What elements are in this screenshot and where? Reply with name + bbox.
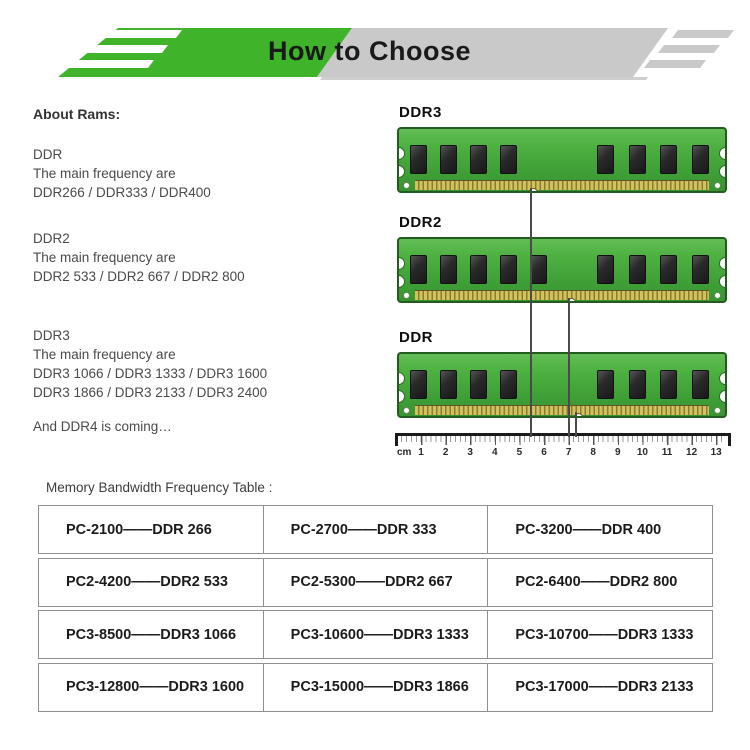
- edge-cutout: [719, 257, 727, 270]
- memory-chip: [410, 145, 427, 174]
- ruler-label: 12: [686, 447, 698, 458]
- memory-chip: [470, 370, 487, 399]
- table-cell: PC-2100——DDR 266: [38, 505, 264, 554]
- ram-stick-image: [397, 127, 727, 193]
- mount-hole: [714, 407, 721, 414]
- mount-hole: [403, 407, 410, 414]
- edge-cutout: [719, 147, 727, 160]
- ram-module-ddr2: [397, 214, 727, 303]
- notch-line-ddr3: [530, 188, 532, 437]
- memory-chip: [597, 370, 614, 399]
- how-to-choose-banner: [0, 28, 750, 80]
- ruler-label: 13: [710, 447, 722, 458]
- ruler-label: 10: [636, 447, 648, 458]
- ruler-label: 2: [442, 447, 449, 458]
- table-cell: PC2-5300——DDR2 667: [264, 558, 489, 607]
- banner-title: How to Choose: [268, 36, 471, 66]
- table-heading: Memory Bandwidth Frequency Table :: [46, 480, 273, 495]
- ruler-label: 5: [516, 447, 523, 458]
- mount-hole: [403, 182, 410, 189]
- memory-chip: [597, 145, 614, 174]
- memory-chip: [660, 255, 677, 284]
- ram-spec-paragraph: DDR3 The main frequency are DDR3 1066 / DDR3 1333 / DDR3 1600 DDR3 1866 / DDR3 2133 / DDR3 2400: [33, 328, 268, 400]
- memory-chip: [597, 255, 614, 284]
- gold-pins-strip: [415, 405, 709, 415]
- memory-chip: [500, 145, 517, 174]
- ram-spec-paragraph: DDR2 The main frequency are DDR2 533 / DDR2 667 / DDR2 800: [33, 231, 245, 284]
- ruler-label: 3: [467, 447, 473, 458]
- mount-hole: [714, 292, 721, 299]
- module-label-ddr: DDR: [399, 329, 433, 346]
- ram-stick-image: [397, 237, 727, 303]
- memory-chip: [470, 145, 487, 174]
- about-rams-section: [33, 105, 383, 436]
- memory-chip: [629, 370, 646, 399]
- ruler-label: 4: [492, 447, 498, 458]
- notch-line-ddr: [575, 412, 577, 437]
- ruler-label: cm: [397, 447, 412, 458]
- mount-hole: [714, 182, 721, 189]
- table-cell: PC-3200——DDR 400: [488, 505, 713, 554]
- table-cell: PC3-8500——DDR3 1066: [38, 610, 264, 659]
- ram-module-ddr3: [397, 104, 727, 193]
- ruler-label: 1: [418, 447, 424, 458]
- memory-chip: [500, 370, 517, 399]
- ruler-labels: [395, 447, 731, 461]
- memory-chip: [440, 255, 457, 284]
- ruler-end-cap: [728, 433, 731, 446]
- memory-chip: [440, 370, 457, 399]
- table-row: [38, 505, 713, 554]
- edge-cutout: [719, 372, 727, 385]
- gold-pins-strip: [415, 290, 709, 300]
- memory-chip: [629, 145, 646, 174]
- memory-chip: [410, 370, 427, 399]
- module-label-ddr3: DDR3: [399, 104, 442, 121]
- module-label-ddr2: DDR2: [399, 214, 442, 231]
- memory-chip: [660, 145, 677, 174]
- ruler-end-cap: [395, 433, 398, 446]
- notch-line-ddr2: [568, 298, 570, 437]
- ram-module-ddr: [397, 329, 727, 418]
- ram-stick-image: [397, 352, 727, 418]
- ruler-label: 7: [565, 447, 572, 458]
- table-cell: PC-2700——DDR 333: [264, 505, 489, 554]
- ruler-label: 9: [615, 447, 621, 458]
- memory-chip: [692, 145, 709, 174]
- cm-ruler: [395, 433, 731, 463]
- edge-cutout: [397, 147, 405, 160]
- table-cell: PC3-12800——DDR3 1600: [38, 663, 264, 712]
- memory-chip: [660, 370, 677, 399]
- table-cell: PC3-10700——DDR3 1333: [488, 610, 713, 659]
- table-cell: PC3-15000——DDR3 1866: [264, 663, 489, 712]
- memory-chip: [410, 255, 427, 284]
- edge-cutout: [397, 165, 405, 178]
- about-rams-heading: About Rams:: [33, 106, 121, 122]
- about-rams-body: [33, 145, 383, 402]
- table-row: [38, 610, 713, 659]
- memory-chip: [500, 255, 517, 284]
- edge-cutout: [719, 275, 727, 288]
- table-cell: PC3-10600——DDR3 1333: [264, 610, 489, 659]
- edge-cutout: [397, 390, 405, 403]
- memory-chip: [470, 255, 487, 284]
- memory-chip: [440, 145, 457, 174]
- edge-cutout: [397, 372, 405, 385]
- ram-spec-paragraph: DDR The main frequency are DDR266 / DDR333 / DDR400: [33, 147, 211, 200]
- memory-chip: [692, 255, 709, 284]
- memory-chip: [530, 255, 547, 284]
- ruler-label: 6: [541, 447, 547, 458]
- table-cell: PC3-17000——DDR3 2133: [488, 663, 713, 712]
- table-row: [38, 558, 713, 607]
- ruler-label: 11: [661, 447, 673, 458]
- table-cell: PC2-6400——DDR2 800: [488, 558, 713, 607]
- ddr4-footnote: And DDR4 is coming…: [33, 419, 172, 434]
- table-cell: PC2-4200——DDR2 533: [38, 558, 264, 607]
- edge-cutout: [719, 165, 727, 178]
- ruler-major-ticks: [421, 436, 719, 445]
- memory-chip: [692, 370, 709, 399]
- table-row: [38, 663, 713, 712]
- frequency-table: [38, 505, 713, 712]
- edge-cutout: [397, 275, 405, 288]
- ruler-label: 8: [590, 447, 596, 458]
- mount-hole: [403, 292, 410, 299]
- edge-cutout: [397, 257, 405, 270]
- gold-pins-strip: [415, 180, 709, 190]
- memory-chip: [629, 255, 646, 284]
- edge-cutout: [719, 390, 727, 403]
